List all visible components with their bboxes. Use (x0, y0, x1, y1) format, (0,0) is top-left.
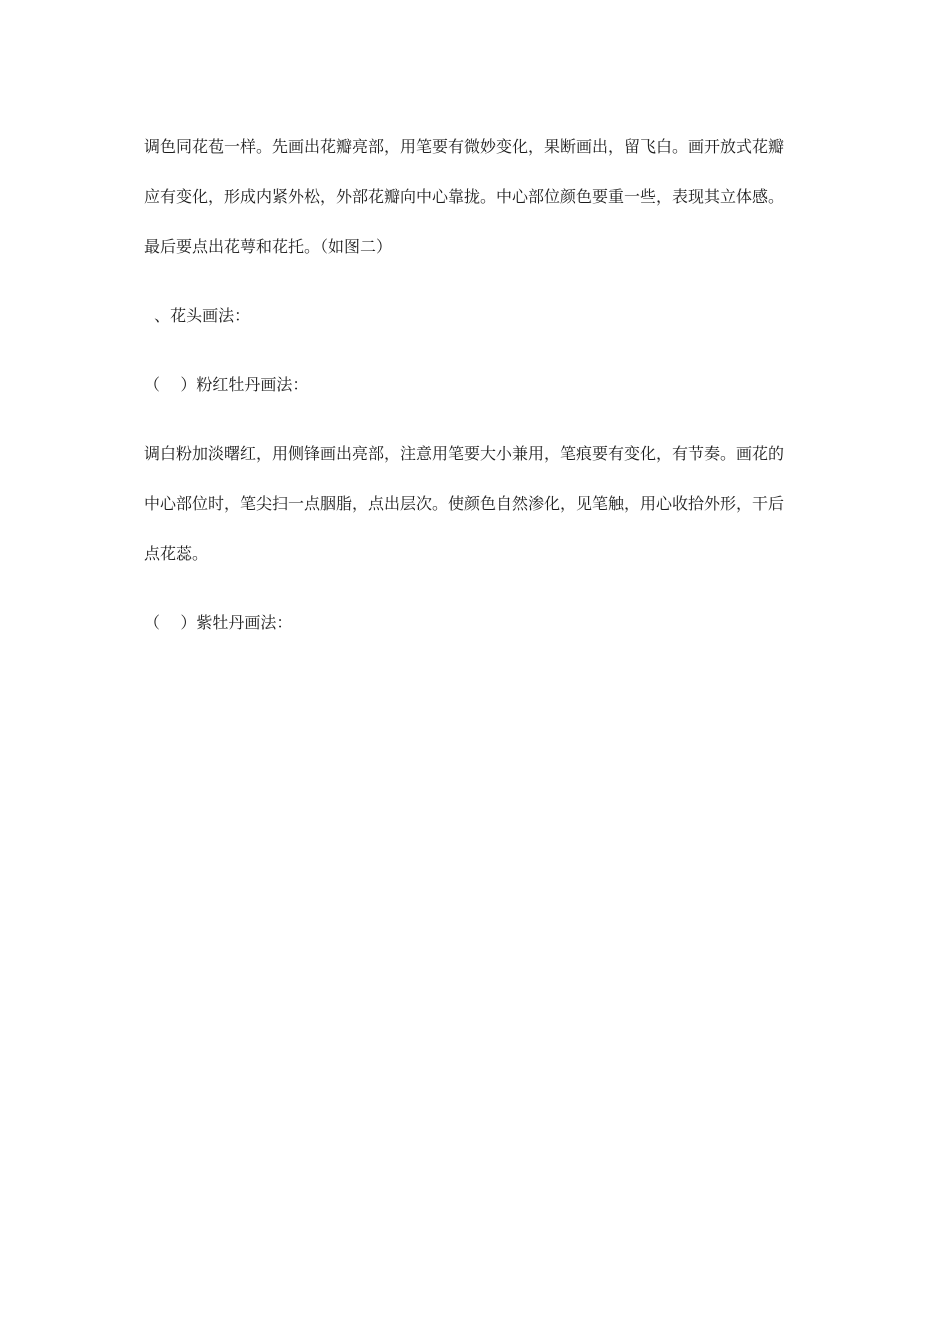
text-line: 调白粉加淡曙红，用侧锋画出亮部，注意用笔要大小兼用，笔痕要有变化，有节奏。画花的 (144, 444, 785, 463)
subsection-heading-purple-peony: （ ）紫牡丹画法： (144, 613, 293, 632)
subsection-heading-pink-peony: （ ）粉红牡丹画法： (144, 375, 309, 394)
text-line: 点花蕊。 (144, 544, 209, 563)
text-line: 最后要点出花萼和花托。（如图二） (144, 237, 393, 256)
text-line: 应有变化，形成内紧外松，外部花瓣向中心靠拢。中心部位颜色要重一些，表现其立体感。 (144, 187, 785, 206)
paragraph-petal-coloring (144, 122, 812, 272)
text-line: 中心部位时，笔尖扫一点胭脂，点出层次。使颜色自然渗化，见笔触，用心收拾外形，干后 (144, 494, 785, 513)
document-body (144, 122, 812, 667)
paragraph-pink-peony-method (144, 429, 812, 579)
text-line: 调色同花苞一样。先画出花瓣亮部，用笔要有微妙变化，果断画出，留飞白。画开放式花瓣 (144, 137, 785, 156)
section-heading-flower-head: 、花头画法： (144, 306, 251, 325)
